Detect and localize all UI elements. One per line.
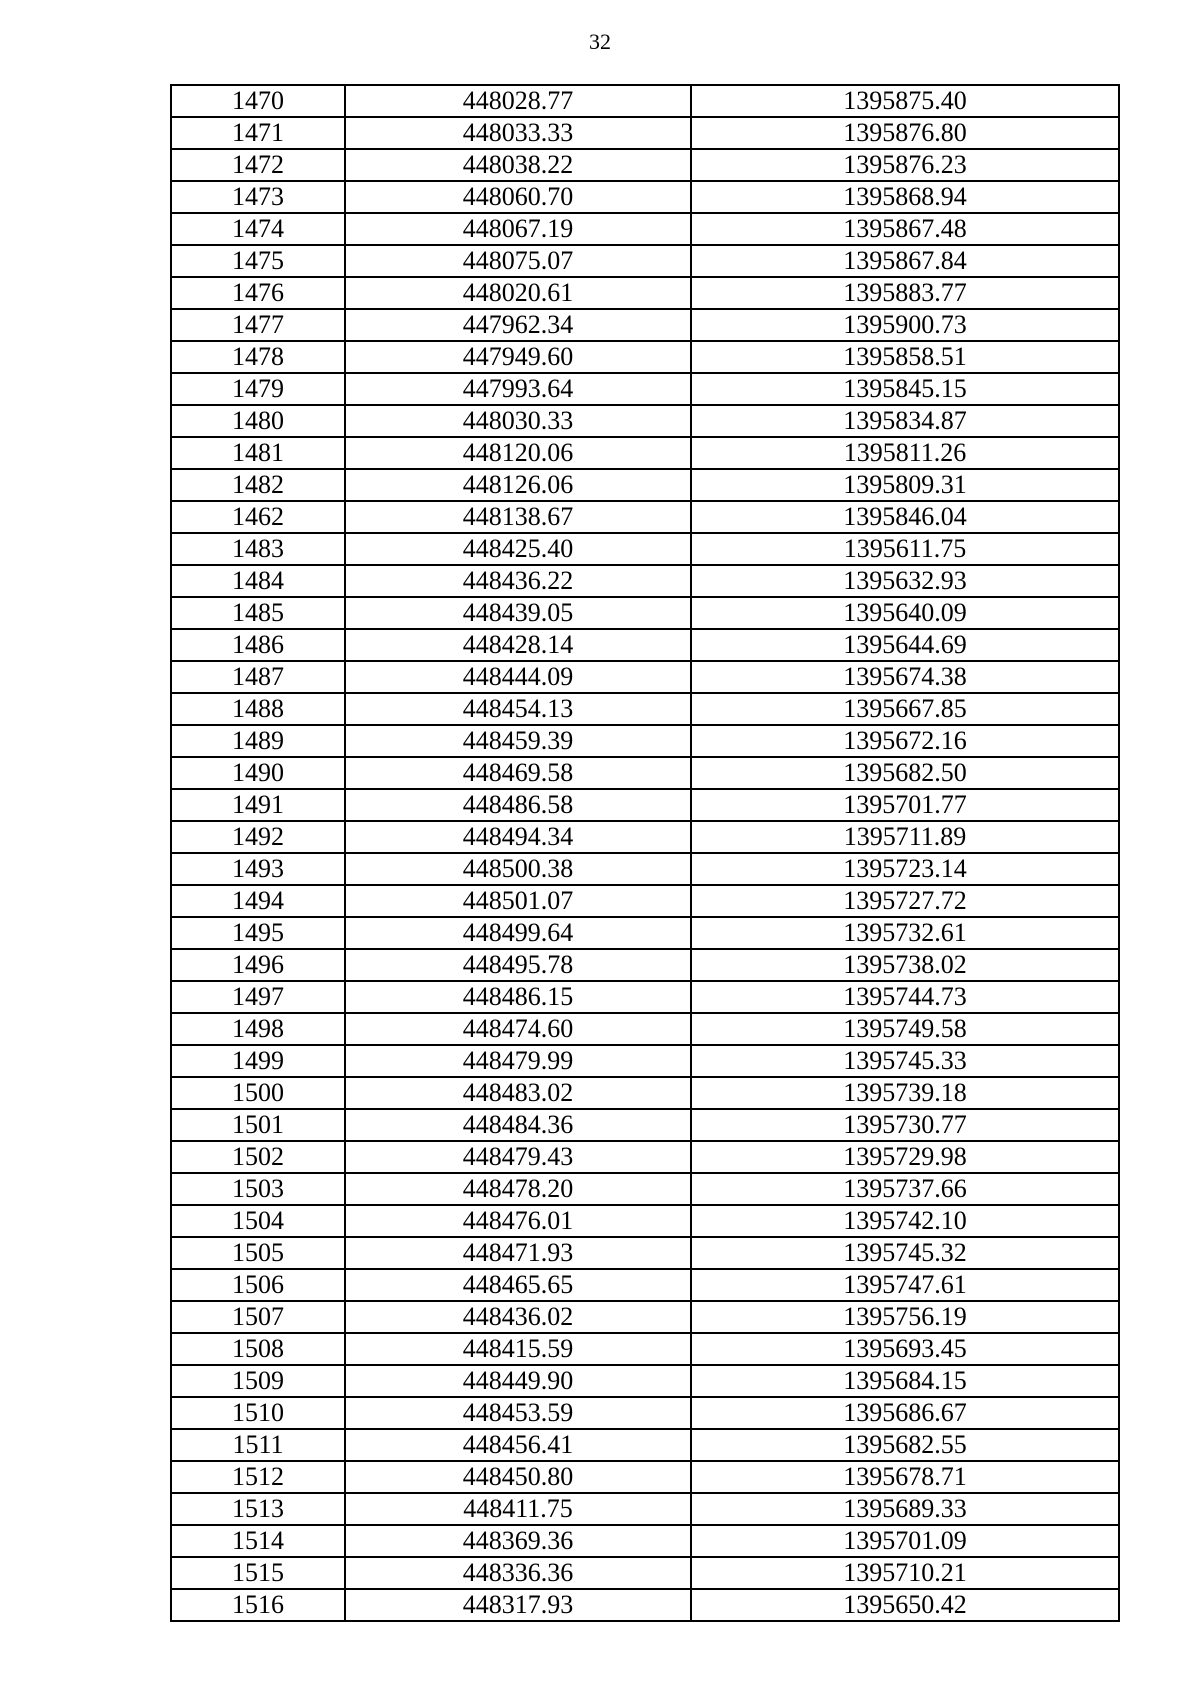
table-row [171,1077,1119,1109]
table-row [171,1525,1119,1557]
y-coordinate-cell: 1395747.61 [691,1269,1119,1301]
y-coordinate-cell: 1395732.61 [691,917,1119,949]
x-coordinate-cell: 448411.75 [345,1493,691,1525]
y-coordinate-cell: 1395650.42 [691,1589,1119,1621]
table-row [171,309,1119,341]
table-row [171,1429,1119,1461]
point-number-cell: 1501 [171,1109,345,1141]
x-coordinate-cell: 448494.34 [345,821,691,853]
x-coordinate-cell: 448500.38 [345,853,691,885]
point-number-cell: 1496 [171,949,345,981]
table-row [171,1173,1119,1205]
y-coordinate-cell: 1395723.14 [691,853,1119,885]
point-number-cell: 1498 [171,1013,345,1045]
x-coordinate-cell: 448483.02 [345,1077,691,1109]
x-coordinate-cell: 448479.43 [345,1141,691,1173]
table-row [171,245,1119,277]
table-row [171,949,1119,981]
point-number-cell: 1499 [171,1045,345,1077]
table-row [171,373,1119,405]
point-number-cell: 1500 [171,1077,345,1109]
point-number-cell: 1489 [171,725,345,757]
x-coordinate-cell: 448474.60 [345,1013,691,1045]
point-number-cell: 1486 [171,629,345,661]
point-number-cell: 1503 [171,1173,345,1205]
x-coordinate-cell: 448449.90 [345,1365,691,1397]
x-coordinate-cell: 447993.64 [345,373,691,405]
x-coordinate-cell: 448033.33 [345,117,691,149]
y-coordinate-cell: 1395875.40 [691,85,1119,117]
point-number-cell: 1509 [171,1365,345,1397]
point-number-cell: 1481 [171,437,345,469]
point-number-cell: 1514 [171,1525,345,1557]
x-coordinate-cell: 448495.78 [345,949,691,981]
point-number-cell: 1492 [171,821,345,853]
y-coordinate-cell: 1395684.15 [691,1365,1119,1397]
y-coordinate-cell: 1395678.71 [691,1461,1119,1493]
point-number-cell: 1491 [171,789,345,821]
y-coordinate-cell: 1395667.85 [691,693,1119,725]
y-coordinate-cell: 1395711.89 [691,821,1119,853]
x-coordinate-cell: 448369.36 [345,1525,691,1557]
point-number-cell: 1477 [171,309,345,341]
y-coordinate-cell: 1395868.94 [691,181,1119,213]
table-row [171,181,1119,213]
table-row [171,1237,1119,1269]
x-coordinate-cell: 448428.14 [345,629,691,661]
point-number-cell: 1502 [171,1141,345,1173]
x-coordinate-cell: 448120.06 [345,437,691,469]
point-number-cell: 1462 [171,501,345,533]
table-row [171,821,1119,853]
y-coordinate-cell: 1395727.72 [691,885,1119,917]
table-row [171,885,1119,917]
table-row [171,789,1119,821]
x-coordinate-cell: 448439.05 [345,597,691,629]
point-number-cell: 1488 [171,693,345,725]
y-coordinate-cell: 1395682.50 [691,757,1119,789]
point-number-cell: 1487 [171,661,345,693]
x-coordinate-cell: 448454.13 [345,693,691,725]
y-coordinate-cell: 1395811.26 [691,437,1119,469]
x-coordinate-cell: 448501.07 [345,885,691,917]
x-coordinate-cell: 448336.36 [345,1557,691,1589]
x-coordinate-cell: 448425.40 [345,533,691,565]
table-row [171,1493,1119,1525]
y-coordinate-cell: 1395744.73 [691,981,1119,1013]
x-coordinate-cell: 448028.77 [345,85,691,117]
y-coordinate-cell: 1395883.77 [691,277,1119,309]
point-number-cell: 1482 [171,469,345,501]
x-coordinate-cell: 448453.59 [345,1397,691,1429]
y-coordinate-cell: 1395745.33 [691,1045,1119,1077]
x-coordinate-cell: 448060.70 [345,181,691,213]
y-coordinate-cell: 1395745.32 [691,1237,1119,1269]
x-coordinate-cell: 448317.93 [345,1589,691,1621]
point-number-cell: 1485 [171,597,345,629]
y-coordinate-cell: 1395845.15 [691,373,1119,405]
y-coordinate-cell: 1395737.66 [691,1173,1119,1205]
table-row [171,1269,1119,1301]
table-row [171,1301,1119,1333]
point-number-cell: 1475 [171,245,345,277]
y-coordinate-cell: 1395876.80 [691,117,1119,149]
x-coordinate-cell: 448469.58 [345,757,691,789]
table-row [171,757,1119,789]
point-number-cell: 1495 [171,917,345,949]
y-coordinate-cell: 1395867.84 [691,245,1119,277]
table-row [171,117,1119,149]
x-coordinate-cell: 448479.99 [345,1045,691,1077]
table-row [171,597,1119,629]
y-coordinate-cell: 1395809.31 [691,469,1119,501]
y-coordinate-cell: 1395674.38 [691,661,1119,693]
x-coordinate-cell: 448486.15 [345,981,691,1013]
point-number-cell: 1473 [171,181,345,213]
point-number-cell: 1510 [171,1397,345,1429]
point-number-cell: 1478 [171,341,345,373]
y-coordinate-cell: 1395876.23 [691,149,1119,181]
point-number-cell: 1506 [171,1269,345,1301]
x-coordinate-cell: 447962.34 [345,309,691,341]
y-coordinate-cell: 1395611.75 [691,533,1119,565]
x-coordinate-cell: 448038.22 [345,149,691,181]
table-row [171,661,1119,693]
point-number-cell: 1474 [171,213,345,245]
x-coordinate-cell: 448484.36 [345,1109,691,1141]
y-coordinate-cell: 1395693.45 [691,1333,1119,1365]
x-coordinate-cell: 448478.20 [345,1173,691,1205]
point-number-cell: 1493 [171,853,345,885]
x-coordinate-cell: 448456.41 [345,1429,691,1461]
x-coordinate-cell: 448465.65 [345,1269,691,1301]
y-coordinate-cell: 1395756.19 [691,1301,1119,1333]
point-number-cell: 1484 [171,565,345,597]
y-coordinate-cell: 1395686.67 [691,1397,1119,1429]
coordinates-table-body [171,85,1119,1621]
x-coordinate-cell: 447949.60 [345,341,691,373]
x-coordinate-cell: 448476.01 [345,1205,691,1237]
y-coordinate-cell: 1395644.69 [691,629,1119,661]
point-number-cell: 1490 [171,757,345,789]
coordinates-table [170,84,1120,1622]
table-row [171,1205,1119,1237]
point-number-cell: 1494 [171,885,345,917]
y-coordinate-cell: 1395729.98 [691,1141,1119,1173]
point-number-cell: 1497 [171,981,345,1013]
x-coordinate-cell: 448067.19 [345,213,691,245]
x-coordinate-cell: 448030.33 [345,405,691,437]
table-row [171,1461,1119,1493]
x-coordinate-cell: 448415.59 [345,1333,691,1365]
y-coordinate-cell: 1395858.51 [691,341,1119,373]
table-row [171,1109,1119,1141]
point-number-cell: 1480 [171,405,345,437]
table-row [171,277,1119,309]
table-row [171,917,1119,949]
y-coordinate-cell: 1395846.04 [691,501,1119,533]
table-row [171,1333,1119,1365]
table-row [171,1141,1119,1173]
table-row [171,341,1119,373]
table-row [171,629,1119,661]
y-coordinate-cell: 1395710.21 [691,1557,1119,1589]
y-coordinate-cell: 1395738.02 [691,949,1119,981]
table-row [171,1589,1119,1621]
table-row [171,1045,1119,1077]
y-coordinate-cell: 1395867.48 [691,213,1119,245]
y-coordinate-cell: 1395632.93 [691,565,1119,597]
point-number-cell: 1511 [171,1429,345,1461]
y-coordinate-cell: 1395682.55 [691,1429,1119,1461]
x-coordinate-cell: 448436.22 [345,565,691,597]
table-row [171,469,1119,501]
y-coordinate-cell: 1395640.09 [691,597,1119,629]
point-number-cell: 1508 [171,1333,345,1365]
x-coordinate-cell: 448471.93 [345,1237,691,1269]
page-number: 32 [589,29,611,54]
x-coordinate-cell: 448126.06 [345,469,691,501]
point-number-cell: 1472 [171,149,345,181]
table-row [171,725,1119,757]
y-coordinate-cell: 1395834.87 [691,405,1119,437]
table-row [171,213,1119,245]
point-number-cell: 1504 [171,1205,345,1237]
point-number-cell: 1476 [171,277,345,309]
table-row [171,405,1119,437]
y-coordinate-cell: 1395672.16 [691,725,1119,757]
x-coordinate-cell: 448436.02 [345,1301,691,1333]
table-row [171,1013,1119,1045]
y-coordinate-cell: 1395701.09 [691,1525,1119,1557]
point-number-cell: 1483 [171,533,345,565]
point-number-cell: 1513 [171,1493,345,1525]
table-row [171,981,1119,1013]
x-coordinate-cell: 448499.64 [345,917,691,949]
y-coordinate-cell: 1395742.10 [691,1205,1119,1237]
point-number-cell: 1507 [171,1301,345,1333]
y-coordinate-cell: 1395730.77 [691,1109,1119,1141]
x-coordinate-cell: 448020.61 [345,277,691,309]
table-row [171,1365,1119,1397]
point-number-cell: 1516 [171,1589,345,1621]
table-row [171,565,1119,597]
x-coordinate-cell: 448444.09 [345,661,691,693]
table-row [171,437,1119,469]
x-coordinate-cell: 448138.67 [345,501,691,533]
y-coordinate-cell: 1395701.77 [691,789,1119,821]
table-row [171,1397,1119,1429]
y-coordinate-cell: 1395739.18 [691,1077,1119,1109]
table-row [171,533,1119,565]
point-number-cell: 1505 [171,1237,345,1269]
table-row [171,693,1119,725]
table-row [171,501,1119,533]
table-row [171,85,1119,117]
point-number-cell: 1512 [171,1461,345,1493]
x-coordinate-cell: 448075.07 [345,245,691,277]
table-row [171,1557,1119,1589]
y-coordinate-cell: 1395689.33 [691,1493,1119,1525]
x-coordinate-cell: 448459.39 [345,725,691,757]
y-coordinate-cell: 1395749.58 [691,1013,1119,1045]
x-coordinate-cell: 448486.58 [345,789,691,821]
table-row [171,853,1119,885]
point-number-cell: 1479 [171,373,345,405]
point-number-cell: 1470 [171,85,345,117]
x-coordinate-cell: 448450.80 [345,1461,691,1493]
table-row [171,149,1119,181]
y-coordinate-cell: 1395900.73 [691,309,1119,341]
point-number-cell: 1471 [171,117,345,149]
point-number-cell: 1515 [171,1557,345,1589]
